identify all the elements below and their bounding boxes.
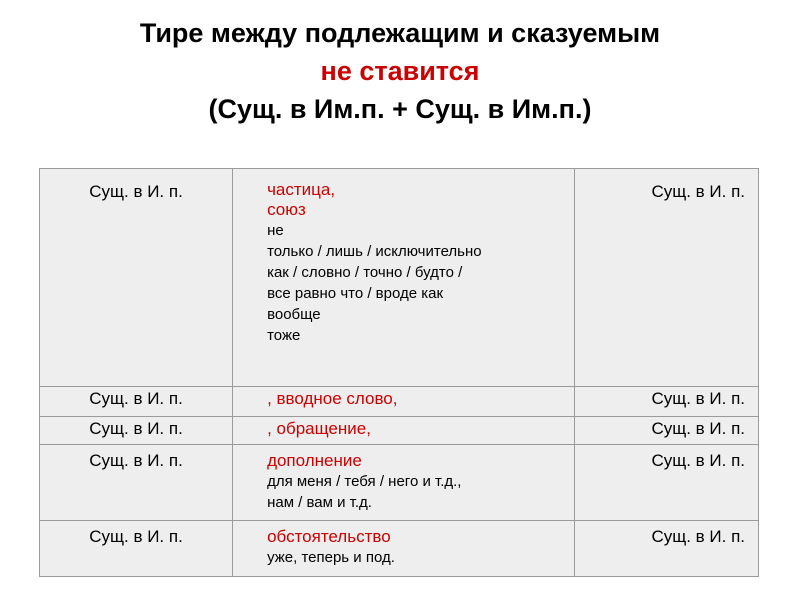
rules-table-body [40, 169, 759, 577]
page-title [0, 14, 800, 128]
predicate-cell [575, 387, 759, 417]
subject-cell [40, 417, 233, 445]
title-line-3: (Сущ. в Им.п. + Сущ. в Им.п.) [208, 94, 592, 124]
predicate-label: Сущ. в И. п. [651, 527, 745, 546]
example-text: нам / вам и т.д. [267, 494, 372, 511]
example-text: не [267, 222, 284, 239]
predicate-cell [575, 169, 759, 387]
between-cell [233, 521, 575, 577]
example-text: тоже [267, 327, 301, 344]
table-row [40, 521, 759, 577]
example-text: как / словно / точно / будто / [267, 264, 463, 281]
between-cell [233, 169, 575, 387]
title-line-2: не ставится [320, 56, 480, 86]
table-row [40, 417, 759, 445]
between-cell [233, 387, 575, 417]
subject-label: Сущ. в И. п. [89, 451, 183, 470]
example-text: уже, теперь и под. [267, 549, 395, 566]
example-text: только / лишь / исключительно [267, 243, 482, 260]
between-main: частица, [267, 180, 336, 199]
example-text: для меня / тебя / него и т.д., [267, 473, 462, 490]
rules-table [39, 168, 759, 577]
table-row [40, 445, 759, 521]
predicate-label: Сущ. в И. п. [651, 182, 745, 201]
subject-label: Сущ. в И. п. [89, 389, 183, 408]
between-main: , вводное слово, [267, 389, 398, 408]
predicate-cell [575, 521, 759, 577]
predicate-cell [575, 445, 759, 521]
table-row [40, 169, 759, 387]
subject-cell [40, 169, 233, 387]
example-text: все равно что / вроде как [267, 285, 444, 302]
between-main: союз [267, 200, 306, 219]
predicate-cell [575, 417, 759, 445]
between-cell [233, 445, 575, 521]
subject-cell [40, 387, 233, 417]
between-main: дополнение [267, 451, 362, 470]
between-main: , обращение, [267, 419, 371, 438]
predicate-label: Сущ. в И. п. [651, 451, 745, 470]
subject-label: Сущ. в И. п. [89, 419, 183, 438]
example-text: вообще [267, 306, 321, 323]
title-line-1: Тире между подлежащим и сказуемым [139, 18, 661, 48]
subject-label: Сущ. в И. п. [89, 182, 183, 201]
between-main: обстоятельство [267, 527, 391, 546]
between-cell [233, 417, 575, 445]
subject-cell [40, 445, 233, 521]
subject-label: Сущ. в И. п. [89, 527, 183, 546]
subject-cell [40, 521, 233, 577]
table-row [40, 387, 759, 417]
predicate-label: Сущ. в И. п. [651, 389, 745, 408]
predicate-label: Сущ. в И. п. [651, 419, 745, 438]
